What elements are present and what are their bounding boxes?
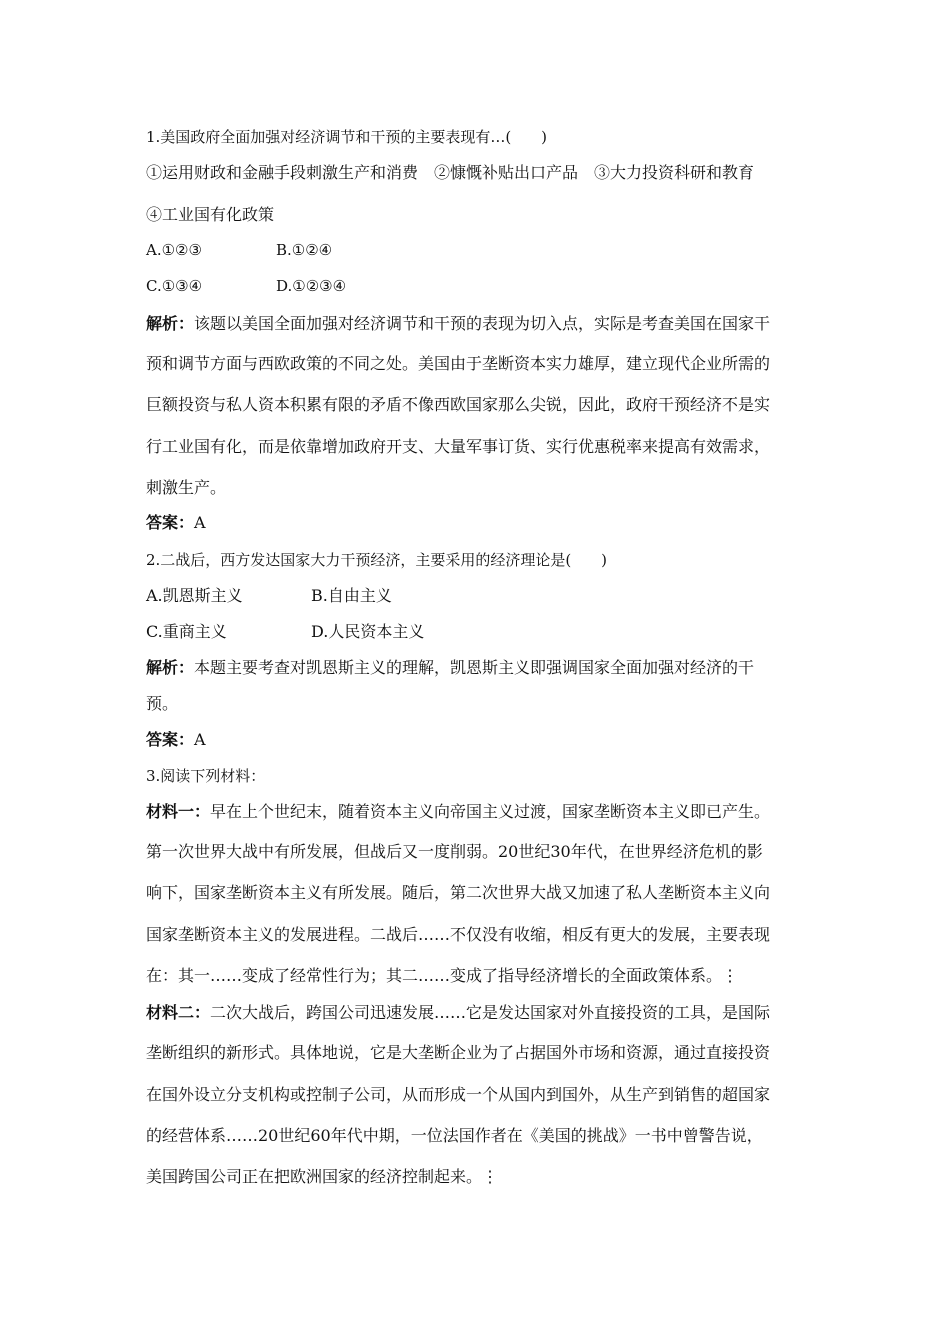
q3-material2-text1: 二次大战后，跨国公司迅速发展……它是发达国家对外直接投资的工具，是国际 [210, 1003, 771, 1022]
q3-stem: 3.阅读下列材料： [146, 767, 266, 785]
q3-material2-line3: 在国外设立分支机构或控制子公司，从而形成一个从国内到国外，从生产到销售的超国家 [146, 1085, 771, 1104]
q2-option-c: C.重商主义 [146, 622, 227, 641]
q1-items-line2: ④工业国有化政策 [146, 205, 275, 224]
q1-answer-value: A [194, 513, 206, 532]
q1-analysis-line3: 巨额投资与私人资本积累有限的矛盾不像西欧国家那么尖锐，因此，政府干预经济不是实 [146, 395, 771, 414]
q1-option-c: C.①③④ [146, 277, 203, 295]
q2-option-a: A.凯恩斯主义 [146, 586, 243, 605]
q3-material1-label: 材料一： [146, 802, 211, 821]
q2-analysis-text1: 本题主要考查对凯恩斯主义的理解，凯恩斯主义即强调国家全面加强对经济的干 [194, 658, 755, 677]
q3-material1-text1: 早在上个世纪末，随着资本主义向帝国主义过渡，国家垄断资本主义即已产生。 [210, 802, 771, 821]
q1-option-a: A.①②③ [146, 241, 202, 259]
q2-analysis-line2: 预。 [146, 694, 179, 713]
q1-analysis-text1: 该题以美国全面加强对经济调节和干预的表现为切入点，实际是考查美国在国家干 [194, 314, 771, 333]
q2-analysis-label: 解析： [146, 658, 195, 677]
q3-material1-line4: 国家垄断资本主义的发展进程。二战后……不仅没有收缩，相反有更大的发展，主要表现 [146, 925, 771, 944]
q1-analysis-line4: 行工业国有化，而是依靠增加政府开支、大量军事订货、实行优惠税率来提高有效需求， [146, 437, 771, 456]
q2-answer [146, 730, 206, 750]
q3-material2-line5: 美国跨国公司正在把欧洲国家的经济控制起来。⋮ [146, 1167, 499, 1186]
q1-option-d: D.①②③④ [276, 277, 347, 295]
q1-stem: 1.美国政府全面加强对经济调节和干预的主要表现有…( ) [146, 128, 548, 146]
q3-material2-line1 [146, 1003, 770, 1023]
q3-material2-line4: 的经营体系……20世纪60年代中期，一位法国作者在《美国的挑战》一书中曾警告说， [146, 1126, 763, 1145]
q1-option-b: B.①②④ [276, 241, 333, 259]
q1-answer [146, 513, 206, 533]
q2-option-b: B.自由主义 [311, 586, 392, 605]
q1-analysis-line1 [146, 314, 770, 334]
q1-analysis-line5: 刺激生产。 [146, 478, 227, 497]
q1-items-line1: ①运用财政和金融手段刺激生产和消费 ②慷慨补贴出口产品 ③大力投资科研和教育 [146, 163, 755, 182]
q2-answer-label: 答案： [146, 730, 195, 749]
q2-option-d: D.人民资本主义 [311, 622, 425, 641]
q3-material1-line3: 响下，国家垄断资本主义有所发展。随后，第二次世界大战又加速了私人垄断资本主义向 [146, 883, 771, 902]
q2-answer-value: A [194, 730, 206, 749]
q3-material1-line5: 在：其一……变成了经常性行为；其二……变成了指导经济增长的全面政策体系。⋮ [146, 966, 739, 985]
q2-stem: 2.二战后，西方发达国家大力干预经济，主要采用的经济理论是( ) [146, 551, 608, 569]
q3-material1-line2: 第一次世界大战中有所发展，但战后又一度削弱。20世纪30年代，在世界经济危机的影 [146, 842, 763, 861]
q2-analysis-line1 [146, 658, 754, 678]
q1-answer-label: 答案： [146, 513, 195, 532]
q3-material2-label: 材料二： [146, 1003, 211, 1022]
q1-analysis-line2: 预和调节方面与西欧政策的不同之处。美国由于垄断资本实力雄厚，建立现代企业所需的 [146, 354, 771, 373]
q1-analysis-label: 解析： [146, 314, 195, 333]
q3-material1-line1 [146, 802, 770, 822]
q3-material2-line2: 垄断组织的新形式。具体地说，它是大垄断企业为了占据国外市场和资源，通过直接投资 [146, 1043, 771, 1062]
